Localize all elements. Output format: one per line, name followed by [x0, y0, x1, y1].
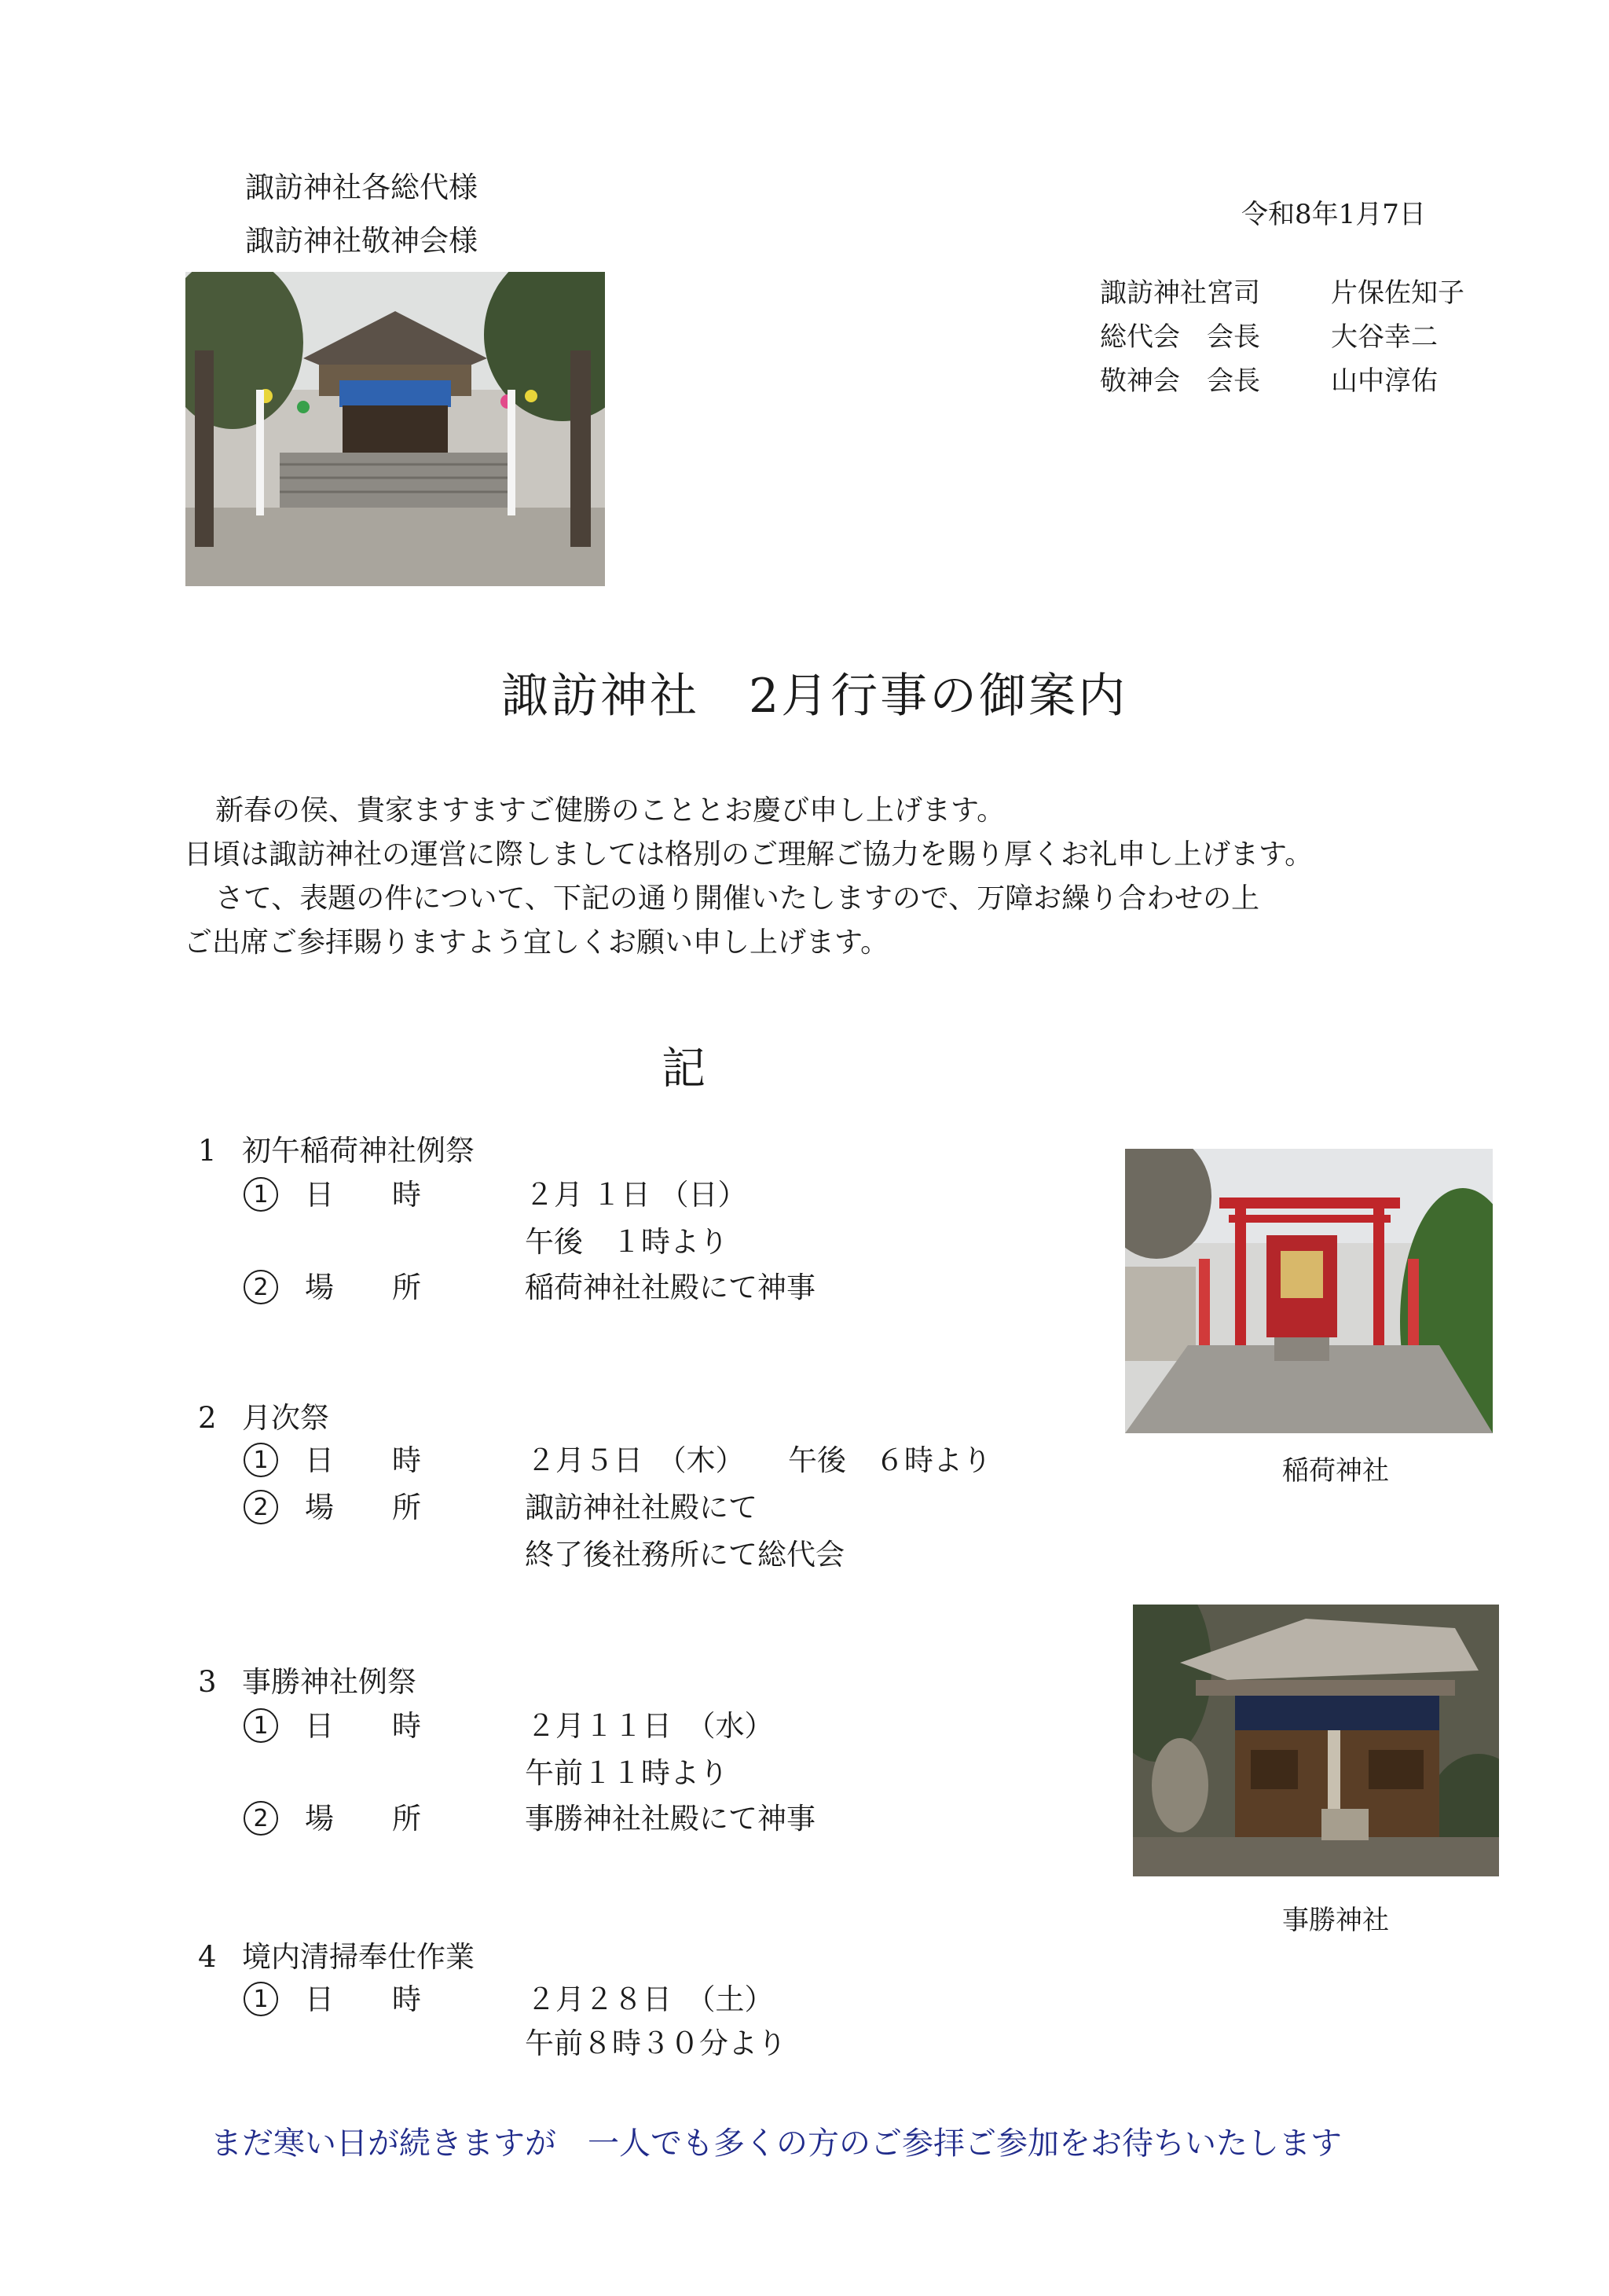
sender-name-2: 大谷幸二 [1331, 321, 1438, 353]
kotokatsu-shrine-photo [1133, 1605, 1499, 1876]
suwa-shrine-photo [185, 272, 605, 586]
row-label: 日 時 [305, 1709, 421, 1743]
body-line-3: さて、表題の件について、下記の通り開催いたしますので、万障お繰り合わせの上 [187, 882, 1260, 915]
page-title: 諏訪神社 2月行事の御案内 [501, 669, 1128, 724]
row-label: 日 時 [305, 1178, 421, 1212]
event-name: 境内清掃奉仕作業 [242, 1940, 475, 1974]
inari-shrine-photo [1125, 1149, 1493, 1433]
event-name: 初午稲荷神社例祭 [242, 1134, 475, 1168]
circled-number-2: 2 [244, 1270, 278, 1304]
recipient-line-1: 諏訪神社各総代様 [245, 171, 478, 204]
circled-number-2: 2 [244, 1490, 278, 1524]
row-value: ２月１１日 （水） [526, 1709, 774, 1743]
sender-name-1: 片保佐知子 [1331, 277, 1464, 309]
circled-number-1: 1 [244, 1177, 278, 1212]
circled-number-1: 1 [244, 1443, 278, 1477]
event-number: 2 [198, 1401, 217, 1435]
row-label: 場 所 [305, 1802, 421, 1836]
row-value: ２月５日 （木） 午後 ６時より [526, 1443, 991, 1477]
event-number: 4 [198, 1940, 217, 1974]
row-value: ２月 １日 （日） [525, 1178, 747, 1212]
sender-role-2: 総代会 会長 [1100, 321, 1260, 353]
row-value: 稲荷神社社殿にて神事 [525, 1271, 815, 1304]
issue-date: 令和8年1月7日 [1241, 199, 1426, 230]
event-number: 1 [198, 1134, 217, 1168]
event-name: 事勝神社例祭 [242, 1665, 416, 1699]
sender-role-1: 諏訪神社宮司 [1100, 277, 1260, 309]
circled-number-1: 1 [244, 1708, 278, 1743]
row-value: 終了後社務所にて総代会 [525, 1538, 845, 1572]
row-value: 午後 １時より [525, 1225, 728, 1259]
closing-message: まだ寒い日が続きますが 一人でも多くの方のご参拝ご参加をお待ちいたします [211, 2125, 1342, 2162]
kotokatsu-caption: 事勝神社 [1282, 1905, 1389, 1936]
row-value: 事勝神社社殿にて神事 [525, 1802, 815, 1836]
body-line-2: 日頃は諏訪神社の運営に際しましては格別のご理解ご協力を賜り厚くお礼申し上げます。 [184, 838, 1314, 871]
circled-number-2: 2 [244, 1801, 278, 1836]
row-value: ２月２８日 （土） [526, 1982, 774, 2016]
event-number: 3 [198, 1665, 217, 1699]
circled-number-1: 1 [244, 1982, 278, 2016]
row-value: 午前８時３０分より [525, 2026, 786, 2060]
row-label: 日 時 [305, 1982, 421, 2016]
sender-name-3: 山中淳佑 [1331, 365, 1438, 397]
row-value: 午前１１時より [525, 1756, 728, 1790]
row-label: 日 時 [305, 1443, 421, 1477]
row-label: 場 所 [305, 1271, 421, 1304]
body-line-1: 新春の侯、貴家ますますご健勝のこととお慶び申し上げます。 [187, 794, 1006, 827]
recipient-line-2: 諏訪神社敬神会様 [245, 224, 478, 258]
row-value: 諏訪神社社殿にて [525, 1491, 757, 1524]
sender-role-3: 敬神会 会長 [1100, 365, 1260, 397]
ki-heading: 記 [662, 1043, 706, 1095]
inari-caption: 稲荷神社 [1282, 1455, 1389, 1487]
event-name: 月次祭 [242, 1401, 329, 1435]
row-label: 場 所 [305, 1491, 421, 1524]
body-line-4: ご出席ご参拝賜りますよう宜しくお願い申し上げます。 [184, 926, 889, 959]
